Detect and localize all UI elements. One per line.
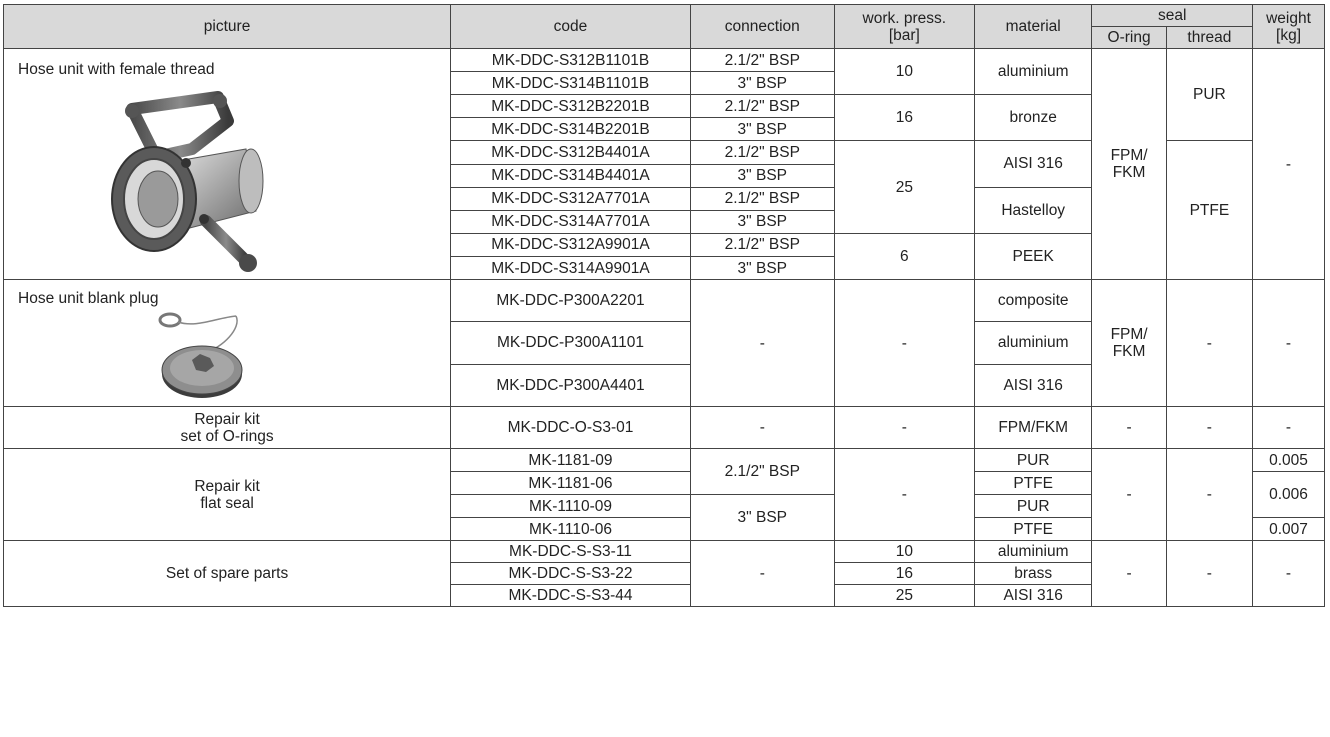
material-cell: AISI 316	[974, 141, 1091, 187]
material-cell: AISI 316	[974, 364, 1091, 406]
code-cell: MK-DDC-S312A7701A	[451, 187, 691, 210]
coupling-with-handles-icon	[96, 91, 276, 277]
connection-cell: -	[690, 280, 834, 407]
header-weight-label: weight	[1266, 9, 1311, 27]
pressure-cell: 6	[834, 233, 974, 279]
header-o-ring: O-ring	[1092, 27, 1166, 49]
material-cell: aluminium	[974, 541, 1091, 563]
thread-cell: -	[1166, 280, 1252, 407]
picture-label: set of O-rings	[180, 427, 274, 445]
material-cell: Hastelloy	[974, 187, 1091, 233]
connection-cell: 2.1/2" BSP	[690, 95, 834, 118]
picture-label: flat seal	[200, 494, 254, 512]
picture-cell-spare-parts: Set of spare parts	[4, 541, 451, 607]
code-cell: MK-DDC-O-S3-01	[451, 407, 691, 449]
code-cell: MK-DDC-P300A1101	[451, 322, 691, 364]
picture-label: Repair kit	[194, 410, 260, 428]
o-ring-cell: -	[1092, 541, 1166, 607]
code-cell: MK-1110-09	[451, 495, 691, 518]
thread-cell: PUR	[1166, 49, 1252, 141]
picture-label: Repair kit	[194, 477, 260, 495]
pressure-cell: 10	[834, 541, 974, 563]
code-cell: MK-DDC-S314B1101B	[451, 72, 691, 95]
header-weight-unit: [kg]	[1276, 26, 1301, 44]
picture-cell-repair-flat	[4, 449, 451, 541]
weight-cell: -	[1253, 280, 1325, 407]
picture-label: Hose unit blank plug	[18, 290, 159, 307]
material-cell: bronze	[974, 95, 1091, 141]
picture-cell-blank-plug	[4, 280, 451, 407]
header-thread: thread	[1166, 27, 1252, 49]
thread-cell: PTFE	[1166, 141, 1252, 280]
code-cell: MK-DDC-S314A9901A	[451, 257, 691, 280]
code-cell: MK-DDC-S-S3-22	[451, 563, 691, 585]
o-ring-cell	[1092, 49, 1166, 280]
connection-cell: 3" BSP	[690, 164, 834, 187]
weight-cell: -	[1253, 49, 1325, 280]
picture-label: Hose unit with female thread	[18, 61, 215, 78]
material-cell: FPM/FKM	[974, 407, 1091, 449]
weight-cell: -	[1253, 407, 1325, 449]
connection-cell: 3" BSP	[690, 118, 834, 141]
table-row	[4, 541, 1325, 563]
code-cell: MK-1181-06	[451, 472, 691, 495]
code-cell: MK-DDC-S-S3-11	[451, 541, 691, 563]
header-picture: picture	[4, 5, 451, 49]
o-ring-text: FKM	[1112, 164, 1146, 181]
pressure-cell: -	[834, 407, 974, 449]
connection-cell: 2.1/2" BSP	[690, 187, 834, 210]
header-material: material	[974, 5, 1091, 49]
o-ring-text: FPM/	[1110, 326, 1148, 343]
header-pressure	[834, 5, 974, 49]
weight-cell: 0.006	[1253, 472, 1325, 518]
material-cell: brass	[974, 563, 1091, 585]
pressure-cell: 16	[834, 95, 974, 141]
pressure-cell: 25	[834, 141, 974, 234]
header-connection: connection	[690, 5, 834, 49]
o-ring-cell: -	[1092, 407, 1166, 449]
material-cell: PUR	[974, 449, 1091, 472]
code-cell: MK-DDC-S312A9901A	[451, 233, 691, 256]
table-row	[4, 407, 1325, 449]
connection-cell: -	[690, 541, 834, 607]
pressure-cell: 25	[834, 585, 974, 607]
pressure-cell: 16	[834, 563, 974, 585]
code-cell: MK-1181-09	[451, 449, 691, 472]
code-cell: MK-1110-06	[451, 518, 691, 541]
material-cell: PEEK	[974, 233, 1091, 279]
o-ring-text: FPM/	[1110, 147, 1148, 164]
blank-plug-with-chain-icon	[156, 308, 252, 404]
connection-cell: 2.1/2" BSP	[690, 233, 834, 256]
weight-cell: 0.005	[1253, 449, 1325, 472]
thread-cell: -	[1166, 407, 1252, 449]
connection-cell: 2.1/2" BSP	[690, 141, 834, 164]
header-seal: seal	[1092, 5, 1253, 27]
code-cell: MK-DDC-S-S3-44	[451, 585, 691, 607]
thread-cell: -	[1166, 541, 1252, 607]
code-cell: MK-DDC-S312B2201B	[451, 95, 691, 118]
code-cell: MK-DDC-S312B4401A	[451, 141, 691, 164]
code-cell: MK-DDC-P300A2201	[451, 280, 691, 322]
weight-cell: 0.007	[1253, 518, 1325, 541]
picture-cell-hose-female	[4, 49, 451, 280]
material-cell: PTFE	[974, 472, 1091, 495]
code-cell: MK-DDC-S314A7701A	[451, 210, 691, 233]
material-cell: aluminium	[974, 49, 1091, 95]
product-spec-table	[3, 4, 1325, 607]
header-weight	[1253, 5, 1325, 49]
table-row	[4, 49, 1325, 72]
code-cell: MK-DDC-P300A4401	[451, 364, 691, 406]
table-row	[4, 280, 1325, 322]
pressure-cell: -	[834, 449, 974, 541]
table-row	[4, 449, 1325, 472]
o-ring-cell	[1092, 280, 1166, 407]
pressure-cell: 10	[834, 49, 974, 95]
header-row	[4, 5, 1325, 27]
connection-cell: 3" BSP	[690, 495, 834, 541]
material-cell: composite	[974, 280, 1091, 322]
picture-cell-repair-orings	[4, 407, 451, 449]
pressure-cell: -	[834, 280, 974, 407]
o-ring-cell: -	[1092, 449, 1166, 541]
o-ring-text: FKM	[1112, 343, 1146, 360]
connection-cell: 2.1/2" BSP	[690, 49, 834, 72]
header-pressure-label: work. press.	[862, 9, 947, 27]
connection-cell: 3" BSP	[690, 210, 834, 233]
header-pressure-unit: [bar]	[888, 26, 920, 44]
code-cell: MK-DDC-S314B4401A	[451, 164, 691, 187]
material-cell: PTFE	[974, 518, 1091, 541]
code-cell: MK-DDC-S314B2201B	[451, 118, 691, 141]
thread-cell: -	[1166, 449, 1252, 541]
header-code: code	[451, 5, 691, 49]
connection-cell: -	[690, 407, 834, 449]
material-cell: aluminium	[974, 322, 1091, 364]
weight-cell: -	[1253, 541, 1325, 607]
material-cell: AISI 316	[974, 585, 1091, 607]
connection-cell: 3" BSP	[690, 257, 834, 280]
connection-cell: 3" BSP	[690, 72, 834, 95]
material-cell: PUR	[974, 495, 1091, 518]
code-cell: MK-DDC-S312B1101B	[451, 49, 691, 72]
connection-cell: 2.1/2" BSP	[690, 449, 834, 495]
